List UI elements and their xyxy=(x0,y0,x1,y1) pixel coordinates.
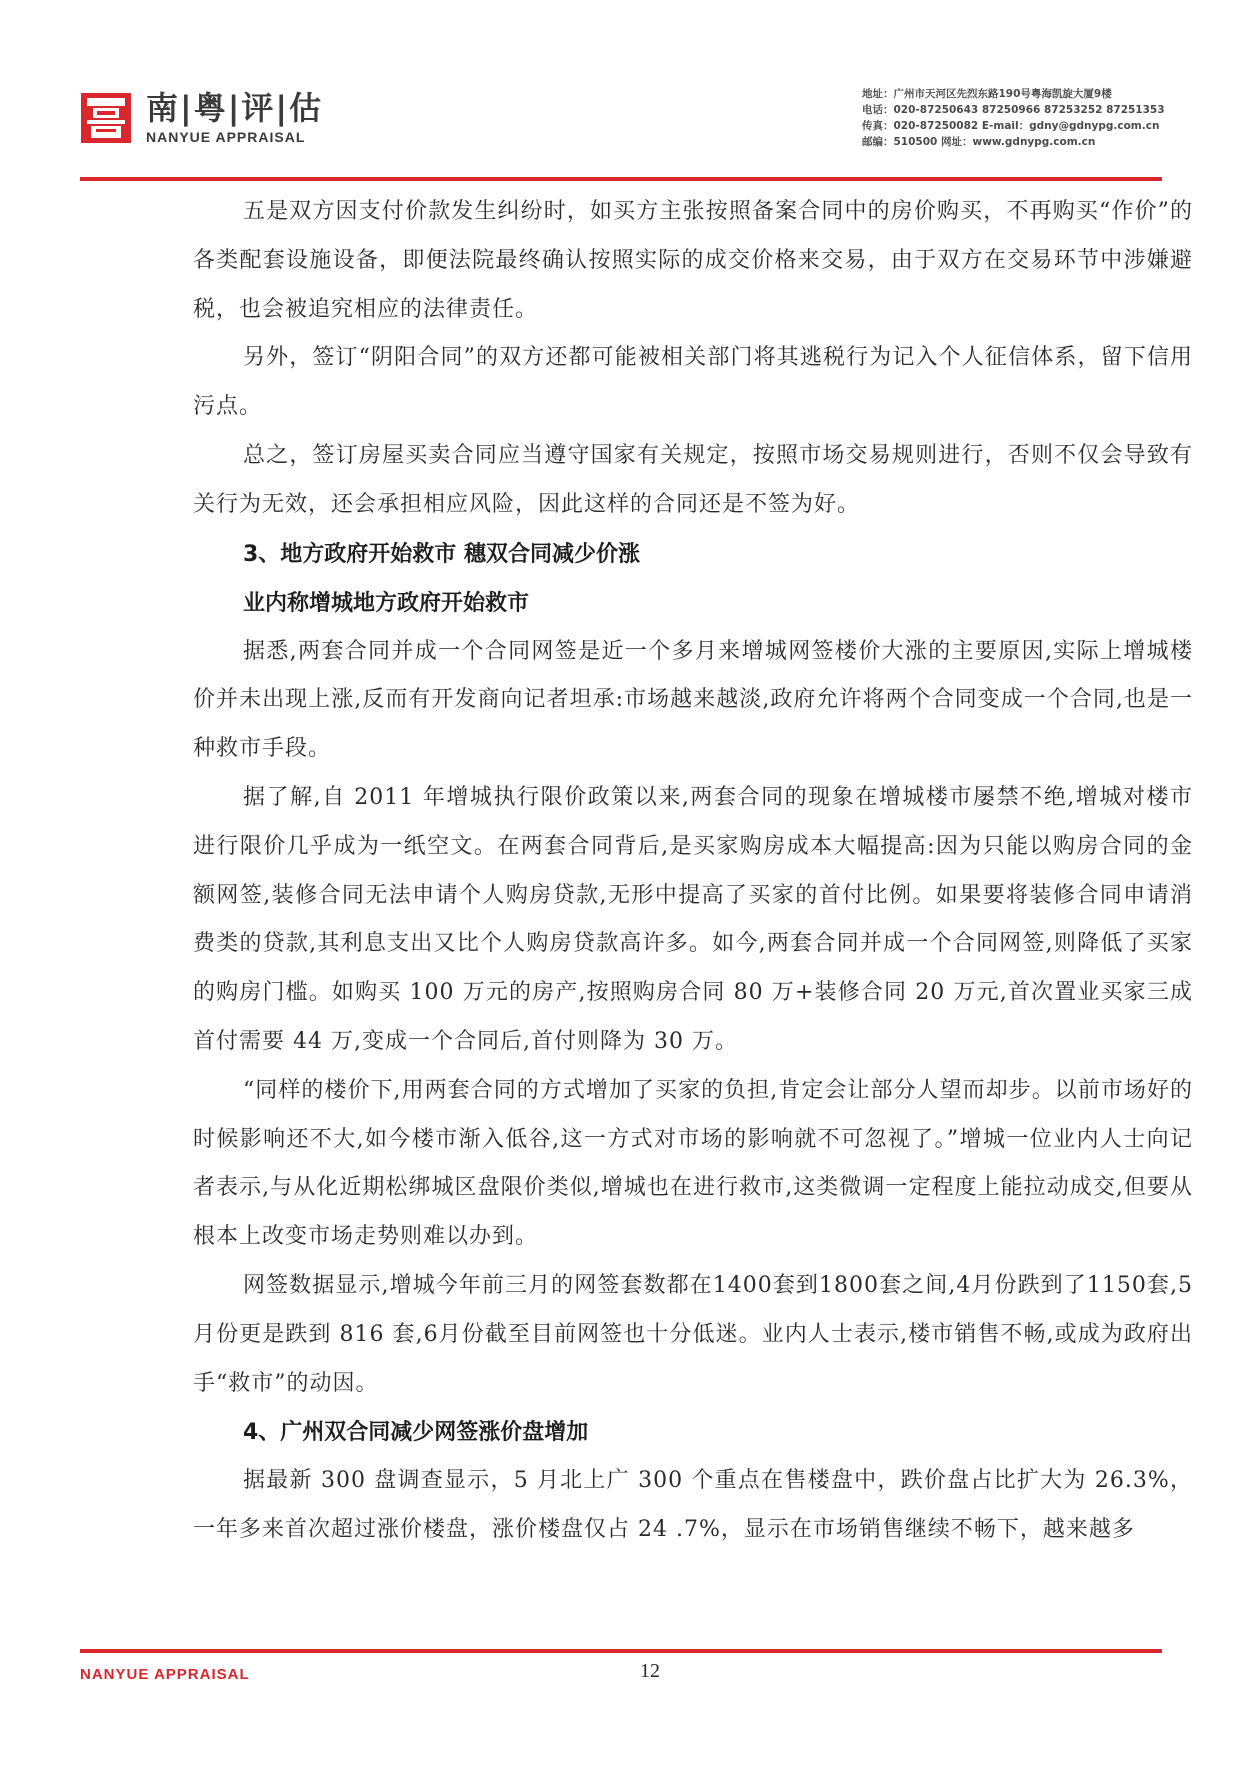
paragraph: 五是双方因支付价款发生纠纷时，如买方主张按照备案合同中的房价购买，不再购买“作价”的各类配套设施设备，即便法院最终确认按照实际的成交价格来交易，由于双方在交易环节中涉嫌避税，也会被追究相应的法律责任。 xyxy=(193,199,1193,322)
footer-brand: NANYUE APPRAISAL xyxy=(80,1666,250,1683)
article-body xyxy=(193,188,1193,1555)
paragraph: 总之，签订房屋买卖合同应当遵守国家有关规定，按照市场交易规则进行，否则不仅会导致有关行为无效，还会承担相应风险，因此这样的合同还是不签为好。 xyxy=(193,442,1193,517)
contact-phone: 电话：020-87250643 87250966 87253252 87251353 xyxy=(862,104,1165,116)
paragraph: “同样的楼价下,用两套合同的方式增加了买家的负担,肯定会让部分人望而却步。以前市场好的时候影响还不大,如今楼市渐入低谷,这一方式对市场的影响就不可忽视了。”增城一位业内人士向记者表示,与从化近期松绑城区盘限价类似,增城也在进行救市,这类微调一定程度上能拉动成交,但要从根本上改变市场走势则难以办到。 xyxy=(193,1077,1193,1250)
contact-fax-email: 传真：020-87250082 E-mail：gdny@gdnypg.com.cn xyxy=(862,120,1160,132)
logo-english-name: NANYUE APPRAISAL xyxy=(146,129,306,145)
sub-heading: 业内称增城地方政府开始救市 xyxy=(243,590,530,616)
company-logo xyxy=(80,88,323,148)
logo-chinese-name: 南|粤|评|估 xyxy=(146,89,324,127)
paragraph: 据悉,两套合同并成一个合同网签是近一个多月来增城网签楼价大涨的主要原因,实际上增城楼价并未出现上涨,反而有开发商向记者坦承:市场越来越淡,政府允许将两个合同变成一个合同,也是一种救市手段。 xyxy=(193,638,1193,762)
header-divider xyxy=(80,177,1162,181)
section-heading: 4、广州双合同减少网签涨价盘增加 xyxy=(243,1420,589,1446)
footer-divider xyxy=(80,1649,1162,1653)
paragraph: 另外，签订“阴阳合同”的双方还都可能被相关部门将其逃税行为记入个人征信体系，留下信用污点。 xyxy=(193,345,1193,420)
paragraph: 网签数据显示,增城今年前三月的网签套数都在1400套到1800套之间,4月份跌到了1150套,5月份更是跌到 816 套,6月份截至目前网签也十分低迷。业内人士表示,楼市销售不畅,或成为政府出手“救市”的动因。 xyxy=(193,1272,1193,1396)
section-heading: 3、地方政府开始救市 穗双合同减少价涨 xyxy=(243,541,640,567)
contact-info xyxy=(862,86,1165,150)
logo-emblem-icon xyxy=(80,92,132,144)
page-header xyxy=(0,0,1241,185)
paragraph: 据最新 300 盘调查显示，5 月北上广 300 个重点在售楼盘中，跌价盘占比扩大为 26.3%，一年多来首次超过涨价楼盘，涨价楼盘仅占 24 .7%，显示在市场销售继续不畅下，越来越多 xyxy=(193,1468,1193,1543)
page-number: 12 xyxy=(640,1660,660,1682)
paragraph: 据了解,自 2011 年增城执行限价政策以来,两套合同的现象在增城楼市屡禁不绝,增城对楼市进行限价几乎成为一纸空文。在两套合同背后,是买家购房成本大幅提高:因为只能以购房合同的金额网签,装修合同无法申请个人购房贷款,无形中提高了买家的首付比例。如果要将装修合同申请消费类的贷款,其利息支出又比个人购房贷款高许多。如今,两套合同并成一个合同网签,则降低了买家的购房门槛。如购买 100 万元的房产,按照购房合同 80 万+装修合同 20 万元,首次置业买家三成首付需要 44 万,变成一个合同后,首付则降为 30 万。 xyxy=(193,784,1193,1054)
contact-postcode-website: 邮编：510500 网址：www.gdnypg.com.cn xyxy=(862,136,1096,148)
contact-address: 地址：广州市天河区先烈东路190号粤海凯旋大厦9楼 xyxy=(862,88,1112,100)
